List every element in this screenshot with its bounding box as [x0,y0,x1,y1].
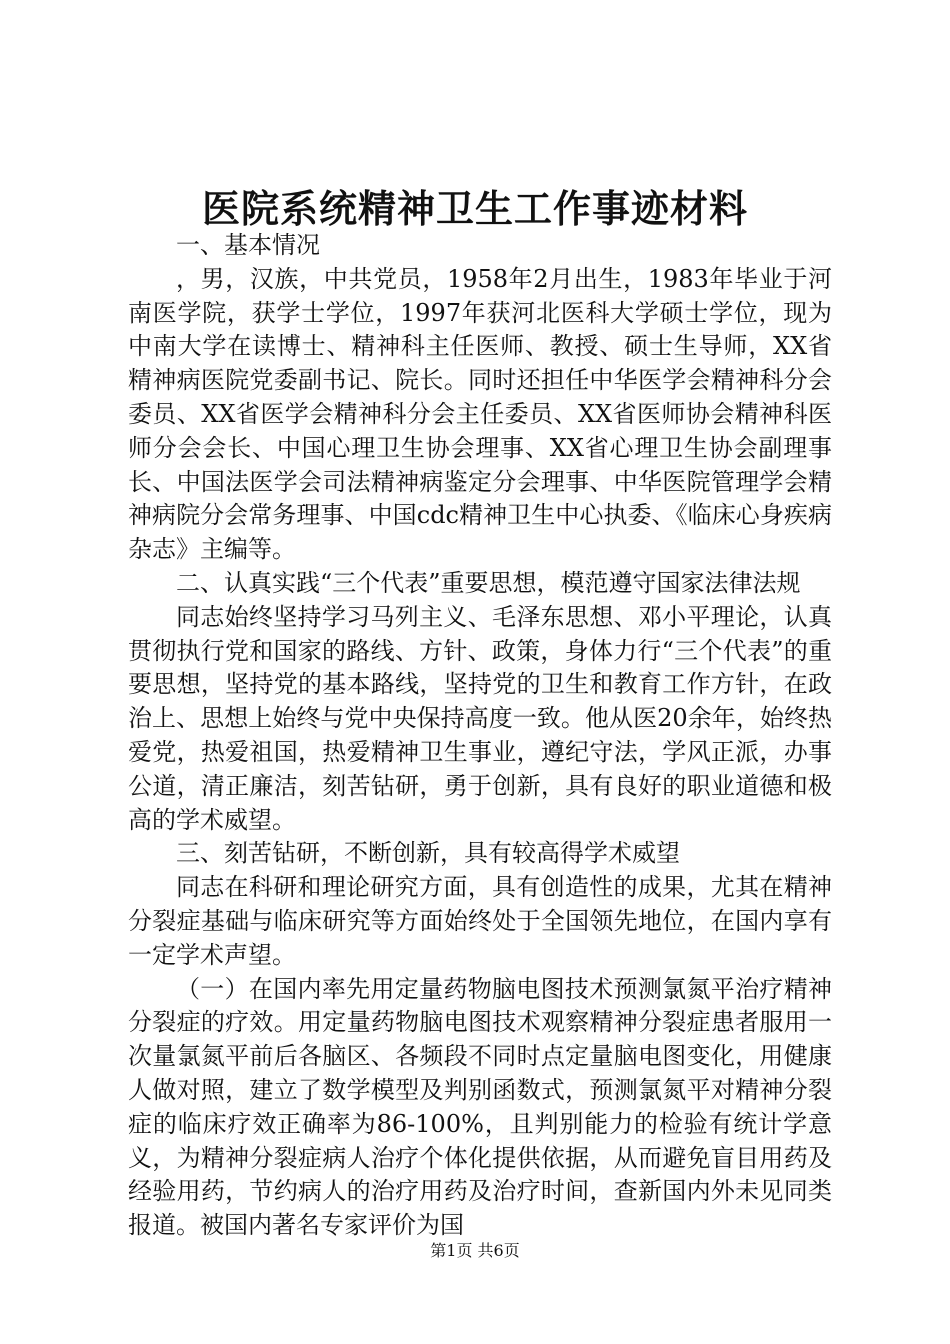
paragraph-basic-info: ，男，汉族，中共党员，1958年2月出生，1983年毕业于河南医学院，获学士学位，1997年获河北医科大学硕士学位，现为中南大学在读博士、精神科主任医师、教授、硕士生导师，XX省精神病医院党委副书记、院长。同时还担任中华医学会精神科分会委员、XX省医学会精神科分会主任委员、XX省医师协会精神科医师分会会长、中国心理卫生协会理事、XX省心理卫生协会副理事长、中国法医学会司法精神病鉴定分会理事、中华医院管理学会精神病院分会常务理事、中国cdc精神卫生中心执委、《临床心身疾病杂志》主编等。 [128,264,832,564]
section-heading-basic-info: 一、基本情况 [176,231,320,259]
document-title: 医院系统精神卫生工作事迹材料 [201,186,748,231]
document-body [128,229,832,1243]
paragraph-research: 同志在科研和理论研究方面，具有创造性的成果，尤其在精神分裂症基础与临床研究等方面始终处于全国领先地位，在国内享有一定学术声望。 [128,873,832,969]
paragraph-research-item-1: （一）在国内率先用定量药物脑电图技术预测氯氮平治疗精神分裂症的疗效。用定量药物脑电图技术观察精神分裂症患者服用一次量氯氮平前后各脑区、各频段不同时点定量脑电图变化，用健康人做对照，建立了数学模型及判别函数式，预测氯氮平对精神分裂症的临床疗效正确率为86-100%，且判别能力的检验有统计学意义，为精神分裂症病人治疗个体化提供依据，从而避免盲目用药及经验用药，节约病人的治疗用药及治疗时间，查新国内外未见同类报道。被国内著名专家评价为国 [128,974,832,1240]
section-heading-three-represents: 二、认真实践“三个代表”重要思想，模范遵守国家法律法规 [176,568,801,597]
page-footer: 第1页 共6页 [430,1241,520,1260]
section-heading-research: 三、刻苦钻研，不断创新，具有较高得学术威望 [176,839,680,868]
paragraph-three-represents: 同志始终坚持学习马列主义、毛泽东思想、邓小平理论，认真贯彻执行党和国家的路线、方针、政策，身体力行“三个代表”的重要思想，坚持党的基本路线，坚持党的卫生和教育工作方针，在政治上、思想上始终与党中央保持高度一致。他从医20余年，始终热爱党，热爱祖国，热爱精神卫生事业，遵纪守法，学风正派，办事公道，清正廉洁，刻苦钻研，勇于创新，具有良好的职业道德和极高的学术威望。 [128,602,832,834]
